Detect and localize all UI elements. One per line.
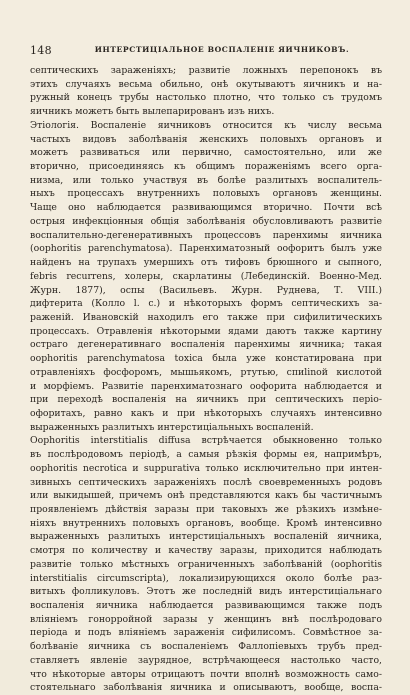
- text-line: септическихъ зараженіяхъ; развитіе ложныхъ перепонокъ въ: [30, 65, 382, 76]
- text-line: развитіе только мѣстныхъ ограниченныхъ заболѣваній (oophoritis: [30, 558, 382, 570]
- text-line: ставляетъ явленіе заурядное, встрѣчающееся настолько часто,: [30, 654, 382, 666]
- text-line: витыхъ фолликуловъ. Этотъ же последній видъ интерстиціальнаго: [30, 586, 382, 598]
- text-line: смотря по количеству и качеству заразы, приходится наблюдать: [30, 545, 382, 557]
- running-title: ИНТЕРСТИЦІАЛЬНОЕ ВОСПАЛЕНІЕ ЯИЧНИКОВЪ.: [94, 45, 350, 54]
- text-line: ныхъ процессахъ внутреннихъ половыхъ органовъ женщины.: [30, 188, 382, 200]
- text-line: отравленіяхъ фосфоромъ, мышьякомъ, ртутью, спиlinoй кислотой: [30, 366, 382, 378]
- text-line: можетъ развиваться или первично, самостоятельно, или же: [30, 147, 382, 159]
- text-line: выраженныхъ разлитыхъ интерстиціальныхъ воспаленій.: [30, 421, 314, 433]
- text-line: Oophoritis interstitialis diffusa встрѣчается обыкновенно только: [30, 435, 382, 447]
- text-line: interstitialis circumscripta), локализирующихся около болѣе раз-: [30, 572, 382, 584]
- text-line: вторично, присоединяясь къ общимъ пораженіямъ всего орга-: [30, 161, 382, 173]
- text-line: раженій. Ивановскій находилъ его также при сифилитическихъ: [30, 311, 382, 323]
- text-line: oophoritis necrotica и suppurativa только исключительно при интен-: [30, 462, 382, 474]
- text-line: найденъ на трупахъ умершихъ отъ тифовъ брюшного и сыпного,: [30, 257, 382, 269]
- text-line: Чаще оно наблюдается развивающимся вторично. Почти всѣ: [30, 202, 382, 214]
- text-line: вліяніемъ гонорройной заразы у женщинъ внѣ послѣродоваго: [30, 613, 382, 625]
- body-text: [30, 64, 382, 695]
- text-line: воспалительно-дегенеративныхъ процессовъ паренхимы яичника: [30, 229, 382, 241]
- text-line: періода и подъ вліяніемъ зараженія сифилисомъ. Совмѣстное за-: [30, 627, 382, 639]
- text-line: при переходѣ воспаленія на яичникъ при септическихъ періо-: [30, 394, 382, 406]
- text-line: этихъ случаяхъ весьма обильно, онѣ окутываютъ яичникъ и на-: [30, 78, 382, 90]
- text-line: или выкидышей, причемъ онѣ представляются какъ бы частичнымъ: [30, 490, 382, 502]
- text-line: что нѣкоторые авторы отрицаютъ почти вполнѣ возможность само-: [30, 668, 382, 680]
- text-line: низма, или только участвуя въ болѣе разлитыхъ воспалитель-: [30, 174, 382, 186]
- text-line: воспаленія яичника наблюдается развивающимся также подъ: [30, 600, 382, 612]
- text-line: Журн. 1877), оспы (Васильевъ. Журн. Руднева, Т. VIII.): [30, 284, 382, 296]
- text-line: oophoritis parenchymatosa toxica была уже констатирована при: [30, 353, 382, 365]
- page-header: [30, 44, 380, 58]
- text-line: ніяхъ внутреннихъ половыхъ органовъ, вообще. Кромѣ интенсивно: [30, 517, 382, 529]
- text-line: ружный конецъ трубы настолько плотно, что только съ трудомъ: [30, 92, 382, 104]
- text-line: зивныхъ септическихъ зараженіяхъ послѣ своевременныхъ родовъ: [30, 476, 382, 488]
- text-line: выраженныхъ разлитыхъ интерстиціальныхъ воспаленій яичника,: [30, 531, 382, 543]
- text-line: (oophoritis parenchymatosa). Паренхиматозный оофоритъ былъ уже: [30, 243, 382, 255]
- text-line: дифтерита (Колло l. c.) и нѣкоторыхъ формъ септическихъ за-: [30, 298, 382, 310]
- text-line: болѣваніе яичника съ воспаленіемъ Фаллопіевыхъ трубъ пред-: [30, 641, 382, 653]
- text-line: проявленіемъ дѣйствія заразы при таковыхъ же рѣзкихъ измѣне-: [30, 504, 382, 515]
- text-line: частыхъ видовъ заболѣванія женскихъ половыхъ органовъ и: [30, 133, 382, 145]
- text-line: febris recurrens, холеры, скарлатины (Лебединскій. Военно-Мед.: [30, 270, 382, 282]
- text-line: Этіологія. Воспаленіе яичниковъ относится къ числу весьма: [30, 119, 382, 131]
- text-line: офоритахъ, равно какъ и при нѣкоторыхъ случаяхъ интенсивно: [30, 407, 382, 419]
- text-line: острыя инфекціонныя общія заболѣванія обусловливаютъ развитіе: [30, 215, 382, 227]
- text-line: яичникъ можетъ быть вылепарированъ изъ нихъ.: [30, 106, 275, 118]
- text-line: стоятельнаго заболѣванія яичника и описываютъ, вообще, воспа-: [30, 682, 382, 694]
- text-line: остраго дегенеративнаго воспаленія паренхимы яичника; такая: [30, 339, 382, 351]
- text-line: и морфіемъ. Развитіе паренхиматознаго оофорита наблюдается и: [30, 380, 382, 392]
- text-line: въ послѣродовомъ періодѣ, а самыя рѣзкія формы ея, напримѣръ,: [30, 449, 382, 461]
- text-line: процессахъ. Отравленія нѣкоторыми ядами даютъ также картину: [30, 325, 382, 337]
- page-number: 148: [30, 44, 52, 57]
